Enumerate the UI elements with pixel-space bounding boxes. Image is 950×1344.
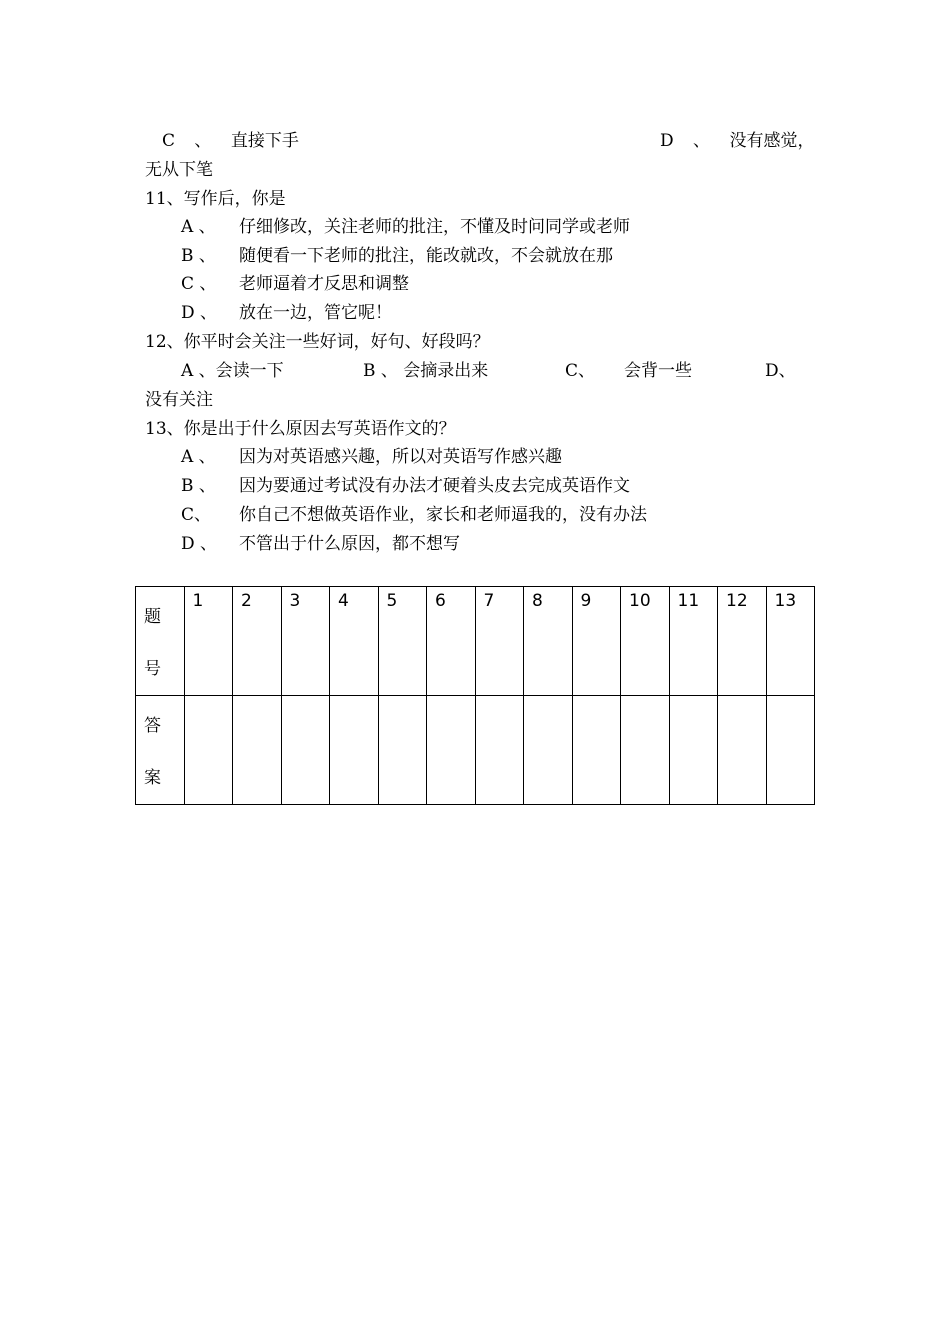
question-number-cell: 8 [524,587,573,696]
question-number-cell: 3 [281,587,330,696]
q10-option-c [162,131,299,151]
answer-cell[interactable] [233,696,282,805]
row-header-question-number [136,587,185,696]
option-text: 因为对英语感兴趣，所以对英语写作感兴趣 [239,447,562,467]
q11-option-d [181,303,392,323]
q13-option-b [181,476,630,496]
option-separator: 、 [693,131,711,151]
header-char: 答 [144,716,161,736]
question-number-cell: 5 [378,587,427,696]
q12-option-c-letter: C、 [565,361,596,381]
answer-cell[interactable] [378,696,427,805]
answer-cell[interactable] [669,696,718,805]
option-text: 不管出于什么原因，都不想写 [239,534,460,554]
q12-option-a: A 、会读一下 [181,361,284,381]
option-text: 直接下手 [230,131,299,151]
question-number-cell: 10 [621,587,670,696]
option-text: 你自己不想做英语作业，家长和老师逼我的，没有办法 [239,505,647,525]
question-number-cell: 9 [572,587,621,696]
q10-option-d-continued: 无从下笔 [145,160,213,180]
q12-option-c-text: 会背一些 [624,361,692,381]
q11-stem: 11、写作后，你是 [145,189,286,209]
option-letter: D [660,131,674,151]
question-number-cell: 1 [184,587,233,696]
question-number-cell: 2 [233,587,282,696]
option-text: 仔细修改，关注老师的批注，不懂及时问同学或老师 [239,217,630,237]
option-letter: C、 [181,505,212,525]
q12-option-b: B 、 会摘录出来 [363,361,489,381]
option-text: 因为要通过考试没有办法才硬着头皮去完成英语作文 [239,476,630,496]
row-header-answer [136,696,185,805]
answer-cell[interactable] [427,696,476,805]
option-text: 没有感觉， [729,131,815,151]
answer-cell[interactable] [184,696,233,805]
question-number-cell: 13 [766,587,815,696]
answer-cell[interactable] [475,696,524,805]
q13-stem: 13、你是出于什么原因去写英语作文的？ [145,419,456,439]
question-number-cell: 12 [718,587,767,696]
option-separator: 、 [194,131,212,151]
question-number-cell: 7 [475,587,524,696]
option-letter: B 、 [181,246,216,266]
answer-cell[interactable] [330,696,379,805]
q13-option-c [181,505,647,525]
answer-cell[interactable] [718,696,767,805]
q12-stem: 12、你平时会关注一些好词，好句、好段吗？ [145,332,490,352]
q11-option-a [181,217,630,237]
q11-option-b [181,246,613,266]
q11-option-c [181,274,409,294]
answer-table [135,586,815,805]
header-char: 题 [144,607,161,627]
option-letter: B 、 [181,476,216,496]
option-letter: C [162,131,176,151]
question-number-row [136,587,815,696]
answer-cell[interactable] [766,696,815,805]
option-letter: A 、 [181,217,216,237]
header-char: 号 [144,659,161,679]
q10-option-d [660,131,814,151]
q13-option-d [181,534,460,554]
q13-option-a [181,447,562,467]
question-number-cell: 11 [669,587,718,696]
option-letter: D 、 [181,534,218,554]
q12-option-d-text: 没有关注 [145,390,213,410]
q12-option-d-letter: D、 [765,361,796,381]
option-text: 老师逼着才反思和调整 [239,274,409,294]
question-number-cell: 6 [427,587,476,696]
answer-row [136,696,815,805]
answer-cell[interactable] [572,696,621,805]
question-number-cell: 4 [330,587,379,696]
header-char: 案 [144,768,161,788]
answer-cell[interactable] [524,696,573,805]
option-letter: C 、 [181,274,217,294]
option-letter: D 、 [181,303,218,323]
option-letter: A 、 [181,447,216,467]
answer-cell[interactable] [281,696,330,805]
option-text: 随便看一下老师的批注，能改就改，不会就放在那 [239,246,613,266]
answer-cell[interactable] [621,696,670,805]
option-text: 放在一边，管它呢！ [239,303,392,323]
